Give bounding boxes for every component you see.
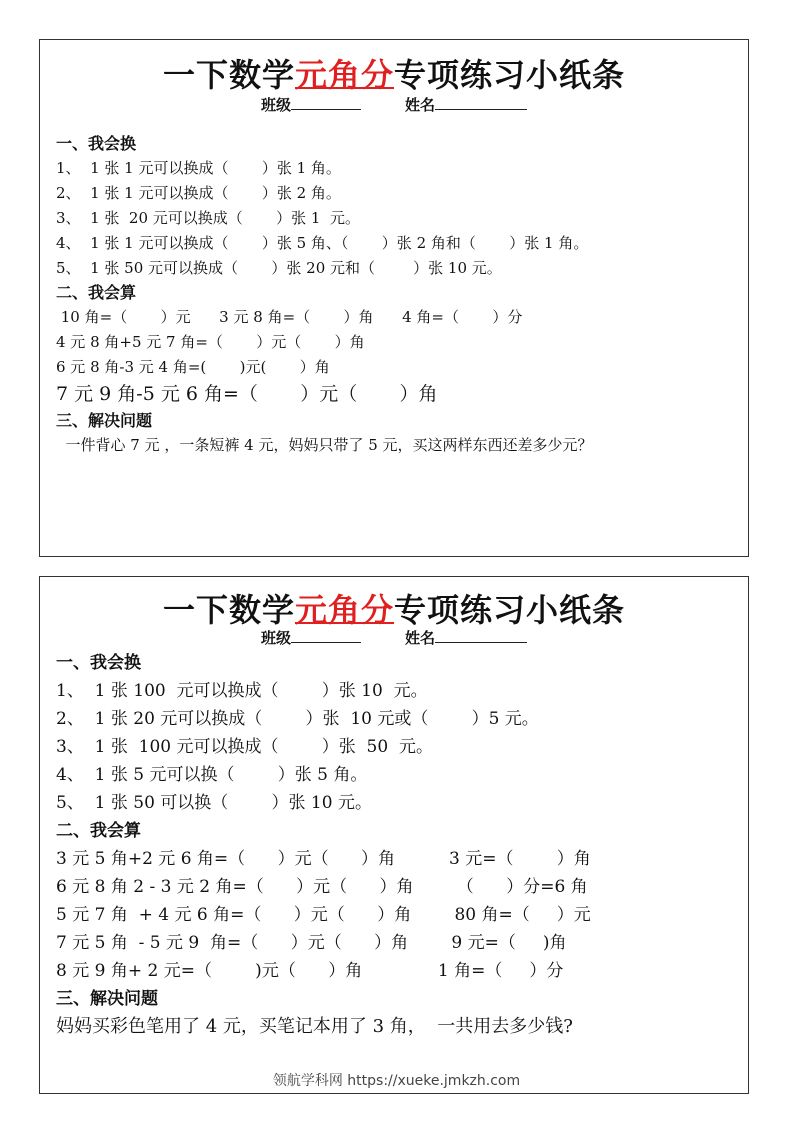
question-line: 4 元 8 角+5 元 7 角=（ ）元（ ）角 [56, 333, 365, 351]
class-name-row [40, 94, 748, 115]
question-line: 1、 1 张 1 元可以换成（ ）张 1 角。 [56, 159, 341, 177]
name-blank[interactable] [435, 628, 527, 643]
class-name-row [40, 627, 748, 648]
question-line: 7 元 5 角 - 5 元 9 角=（ ）元（ ）角 9 元=（ )角 [56, 933, 567, 953]
name-label: 姓名 [405, 96, 436, 114]
worksheet-card-2 [39, 576, 749, 1094]
section-heading-calculate: 二、我会算 [56, 283, 137, 302]
class-blank[interactable] [291, 95, 361, 110]
worksheet-title: 一下数学元角分专项练习小纸条 [162, 591, 626, 629]
question-line: 8 元 9 角+ 2 元=（ )元（ ）角 1 角=（ ）分 [56, 961, 564, 981]
question-line: 6 元 8 角 2 - 3 元 2 角=（ ）元（ ）角 （ ）分=6 角 [56, 877, 588, 897]
worksheet-card-1 [39, 39, 749, 557]
question-line: 7 元 9 角-5 元 6 角=（ ）元（ ）角 [56, 383, 438, 405]
question-line: 5、 1 张 50 元可以换成（ ）张 20 元和（ ）张 10 元。 [56, 259, 502, 277]
section-heading-problem: 三、解决问题 [56, 989, 158, 1009]
question-line: 妈妈买彩色笔用了 4 元，买笔记本用了 3 角， 一共用去多少钱? [56, 1016, 573, 1037]
question-line: 4、 1 张 1 元可以换成（ ）张 5 角、（ ）张 2 角和（ ）张 1 角。 [56, 234, 589, 252]
title-highlight: 元角分 [294, 56, 394, 94]
section-heading-exchange: 一、我会换 [56, 134, 137, 153]
section-heading-calculate: 二、我会算 [56, 821, 141, 841]
class-blank[interactable] [291, 628, 361, 643]
class-label: 班级 [260, 96, 291, 114]
question-line: 3 元 5 角+2 元 6 角=（ ）元（ ）角 3 元=（ ）角 [56, 849, 591, 869]
question-line: 6 元 8 角-3 元 4 角=( )元( ）角 [56, 358, 330, 376]
question-line: 4、 1 张 5 元可以换（ ）张 5 角。 [56, 765, 368, 785]
footer-watermark: 领航学科网 https://xueke.jmkzh.com [272, 1073, 521, 1089]
name-blank[interactable] [435, 95, 527, 110]
question-line: 2、 1 张 1 元可以换成（ ）张 2 角。 [56, 184, 341, 202]
section-heading-exchange: 一、我会换 [56, 653, 141, 673]
worksheet-content [56, 649, 738, 1041]
worksheet-content [56, 132, 738, 458]
worksheet-title: 一下数学元角分专项练习小纸条 [162, 56, 626, 94]
question-line: 5、 1 张 50 可以换（ ）张 10 元。 [56, 793, 372, 813]
question-line: 一件背心 7 元 ，一条短裤 4 元，妈妈只带了 5 元，买这两样东西还差多少元？ [56, 436, 593, 454]
question-line: 3、 1 张 100 元可以换成（ ）张 50 元。 [56, 737, 433, 757]
question-line: 5 元 7 角 + 4 元 6 角=（ ）元（ ）角 80 角=（ ）元 [56, 905, 591, 925]
question-line: 2、 1 张 20 元可以换成（ ）张 10 元或（ ）5 元。 [56, 709, 539, 729]
question-line: 1、 1 张 100 元可以换成（ ）张 10 元。 [56, 681, 428, 701]
question-line: 3、 1 张 20 元可以换成（ ）张 1 元。 [56, 209, 361, 227]
section-heading-problem: 三、解决问题 [56, 411, 153, 430]
class-label: 班级 [260, 629, 291, 647]
name-label: 姓名 [405, 629, 436, 647]
question-line: 10 角=（ ）元 3 元 8 角=（ ）角 4 角=（ ）分 [56, 308, 523, 326]
title-highlight: 元角分 [294, 591, 394, 629]
